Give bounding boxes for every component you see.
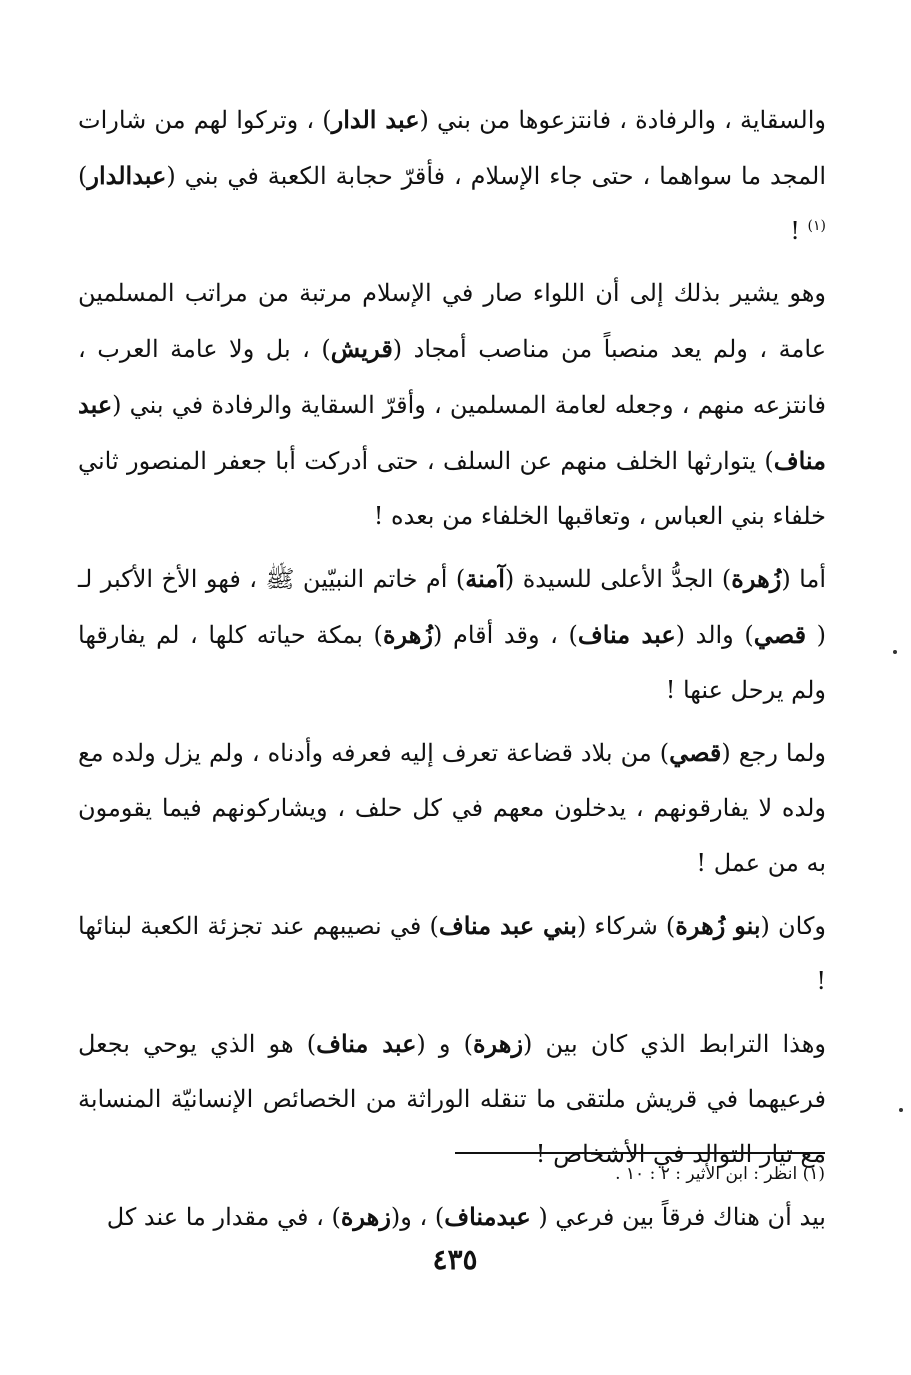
paragraph xyxy=(78,1016,826,1182)
text-run: ) ، وتركوا لهم من شارات المجد ما سواهما ، حتى جاء الإسلام ، فأقرّ حجابة الكعبة في بني ( xyxy=(78,106,826,190)
bold-name: آمنة xyxy=(465,564,505,593)
text-run: ) الجدُّ الأعلى للسيدة ( xyxy=(504,565,732,593)
bold-name: عبدالدار xyxy=(87,161,167,190)
text-run: وهو يشير بذلك إلى أن اللواء صار في الإسلام مرتبة من مراتب المسلمين عامة ، ولم يعد منصباً من مناصب أمجاد ( xyxy=(78,279,827,363)
paragraph xyxy=(78,551,826,718)
text-run: ) ، بل ولا عامة العرب ، فانتزعه منهم ، وجعله لعامة المسلمين ، وأقرّ السقاية والرفادة في بني ( xyxy=(78,335,826,419)
paragraph xyxy=(78,92,826,259)
page-number: ٤٣٥ xyxy=(432,1243,478,1276)
bold-name: قريش xyxy=(330,334,393,363)
text-run: ) يتوارثها الخلف منهم عن السلف ، حتى أدركت أبا جعفر المنصور ثاني خلفاء بني العباس ، وتعاقبها الخلفاء من بعده ! xyxy=(78,447,826,530)
text-run: ) في نصيبهم عند تجزئة الكعبة لبنائها ! xyxy=(78,912,826,995)
text-run: ولما رجع ( xyxy=(721,739,826,767)
bold-name: عبد مناف xyxy=(78,390,826,475)
text-run: ) ، وقد أقام ( xyxy=(433,621,578,649)
main-text xyxy=(78,92,826,1252)
text-run: ) ، في مقدار ما عند كل xyxy=(106,1203,341,1231)
bold-name: زهرة xyxy=(340,1202,391,1231)
bold-name: قصي xyxy=(669,738,722,767)
margin-mark xyxy=(893,650,897,654)
text-run: ) أم خاتم النبيّين ﷺ ، فهو الأخ الأكبر لـ ( xyxy=(78,565,827,649)
paragraph xyxy=(78,898,826,1009)
text-run: بيد أن هناك فرقاً بين فرعي ( xyxy=(530,1203,826,1231)
bold-name: بنو زُهرة xyxy=(675,911,761,940)
text-run: ) من بلاد قضاعة تعرف إليه فعرفه وأدناه ، ولم يزل ولده مع ولده لا يفارقونهم ، يدخلون معهم في كل حلف ، ويشاركونهم فيما يقومون به من عمل ! xyxy=(78,739,826,877)
bold-name: زُهرة xyxy=(382,620,433,649)
text-run: ) هو الذي يوحي بجعل فرعيهما في قريش ملتقى ما تنقله الوراثة من الخصائص الإنسانيّة المنسابة مع تيار التوالد في الأشخاص ! xyxy=(78,1030,826,1168)
text-run: أما ( xyxy=(781,565,826,593)
paragraph xyxy=(78,1189,826,1245)
bold-name: عبد الدار xyxy=(331,105,420,134)
bold-name: عبد مناف xyxy=(577,620,676,649)
text-run: ) ، و( xyxy=(390,1203,445,1231)
text-run: ) xyxy=(78,162,88,190)
bold-name: زُهرة xyxy=(731,564,782,593)
text-run: ! xyxy=(790,217,808,245)
text-run: ) والد ( xyxy=(675,621,754,649)
paragraph xyxy=(78,725,826,891)
footnote-ref: (١) xyxy=(807,218,826,234)
paragraph xyxy=(78,266,826,544)
bold-name: عبد مناف xyxy=(316,1029,417,1058)
footnote: (١) انظر : ابن الأثير : ٢ : ١٠ . xyxy=(615,1164,825,1184)
text-run: وهذا الترابط الذي كان بين ( xyxy=(523,1030,827,1058)
bold-name: قصي xyxy=(753,620,807,649)
text-run: وكان ( xyxy=(760,912,826,940)
text-run: ) و ( xyxy=(416,1030,473,1058)
text-run: والسقاية ، والرفادة ، فانتزعوها من بني ( xyxy=(419,106,826,134)
bold-name: عبدمناف xyxy=(444,1202,531,1231)
bold-name: بني عبد مناف xyxy=(438,911,577,940)
margin-mark xyxy=(899,1108,903,1112)
text-run: ) بمكة حياته كلها ، لم يفارقها ولم يرحل عنها ! xyxy=(78,621,826,704)
bold-name: زهرة xyxy=(472,1029,524,1058)
text-run: ) شركاء ( xyxy=(576,912,676,940)
footnote-divider xyxy=(455,1152,825,1154)
